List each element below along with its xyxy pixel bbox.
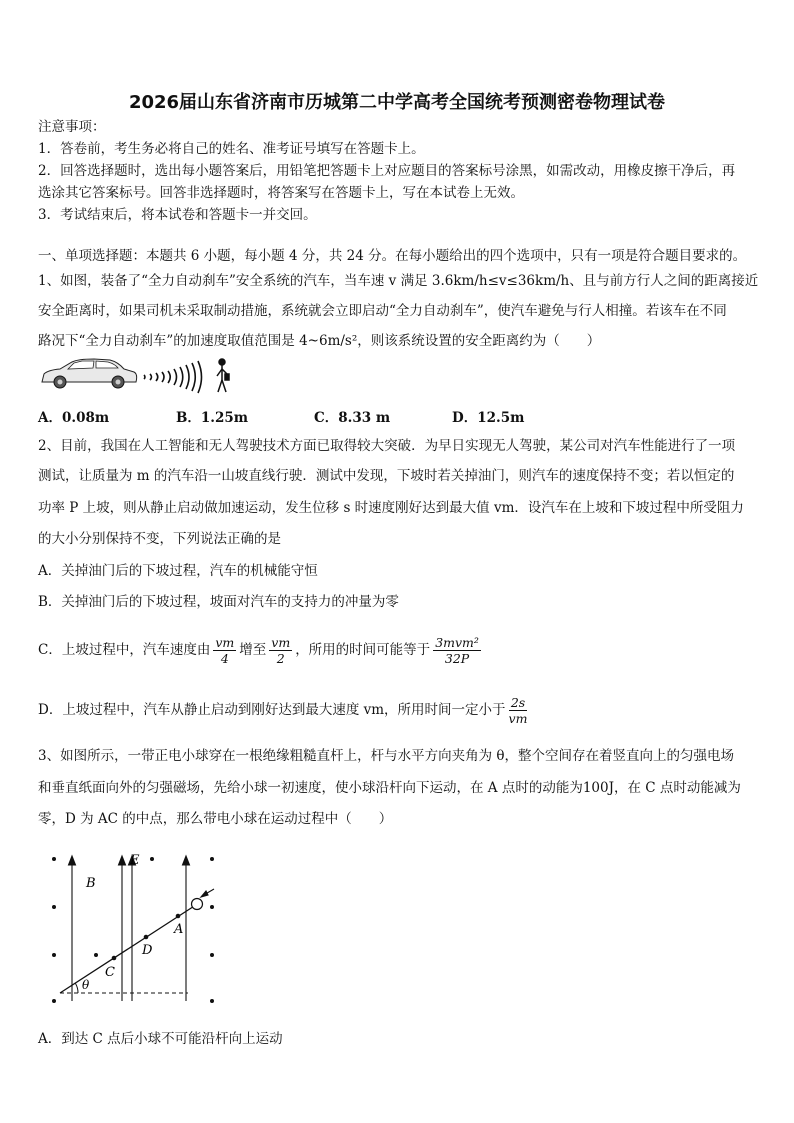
q3-text-line: 3、如图所示，一带正电小球穿在一根绝缘粗糙直杆上，杆与水平方向夹角为 θ，整个空间存在着竖直向上的匀强电场 xyxy=(38,748,735,764)
q2-option-c xyxy=(38,630,484,670)
q2-option-a: A．关掉油门后的下坡过程，汽车的机械能守恒 xyxy=(38,563,318,579)
fraction-numerator: 3mvm² xyxy=(435,635,479,650)
notice-item: 1．答卷前，考生务必将自己的姓名、准考证号填写在答题卡上。 xyxy=(38,141,425,157)
q1-option-b: B．1.25m xyxy=(176,410,249,426)
magnetic-field-dots xyxy=(52,857,214,1003)
fraction-numerator: 2s xyxy=(509,695,528,711)
charged-ball xyxy=(192,899,203,910)
q2-option-c-post: ，所用的时间可能等于 xyxy=(295,642,431,658)
angle-arc xyxy=(76,984,79,994)
q2-text-line: 2、目前，我国在人工智能和无人驾驶技术方面已取得较大突破．为早日实现无人驾驶，某公司对汽车性能进行了一项 xyxy=(38,438,736,454)
label-c: C xyxy=(105,965,115,980)
point-c xyxy=(112,956,117,961)
fraction-denominator: vm xyxy=(508,711,528,726)
notice-item: 2．回答选择题时，选出每小题答案后，用铅笔把答题卡上对应题目的答案标号涂黑，如需改动，用橡皮擦干净后，再 xyxy=(38,163,736,179)
notice-heading: 注意事项： xyxy=(38,119,106,135)
label-d: D xyxy=(142,943,153,958)
q1-option-d: D．12.5m xyxy=(452,410,525,426)
velocity-arrow-icon xyxy=(201,889,214,897)
fraction-3mvm2-over-32p xyxy=(433,635,481,666)
q2-option-c-pre: C．上坡过程中，汽车速度由 xyxy=(38,642,211,658)
q1-option-a: A．0.08m xyxy=(38,410,110,426)
q1-text-line: 1、如图，装备了“全力自动刹车”安全系统的汽车，当车速 v 满足 3.6km/h≤v≤36km/h、且与前方行人之间的距离接近 xyxy=(38,273,759,289)
label-e: E xyxy=(130,853,140,868)
q2-option-b: B．关掉油门后的下坡过程，坡面对汽车的支持力的冲量为零 xyxy=(38,594,399,610)
fraction-vm-over-2 xyxy=(269,635,292,666)
label-a: A xyxy=(174,922,184,937)
fraction-numerator: vm xyxy=(271,635,291,650)
point-d xyxy=(144,935,149,940)
q2-option-c-mid: 增至 xyxy=(239,642,267,658)
notice-item: 选涂其它答案标号。回答非选择题时，将答案写在答题卡上，写在本试卷上无效。 xyxy=(38,185,524,201)
section-heading: 一、单项选择题：本题共 6 小题，每小题 4 分，共 24 分。在每小题给出的四个选项中，只有一项是符合题目要求的。 xyxy=(38,248,747,264)
label-theta: θ xyxy=(82,978,90,992)
q3-text-line: 零，D 为 AC 的中点，那么带电小球在运动过程中（ ） xyxy=(38,811,393,827)
fraction-2s-over-vm xyxy=(509,695,528,726)
fraction-denominator: 2 xyxy=(276,651,285,666)
car-pedestrian-figure xyxy=(38,356,238,396)
q2-option-d-pre: D．上坡过程中，汽车从静止启动到刚好达到最大速度 vm，所用时间一定小于 xyxy=(38,702,506,718)
label-b: B xyxy=(86,876,96,891)
page-title: 2026届山东省济南市历城第二中学高考全国统考预测密卷物理试卷 xyxy=(128,92,666,113)
q3-text-line: 和垂直纸面向外的匀强磁场，先给小球一初速度，使小球沿杆向下运动，在 A 点时的动能为100J，在 C 点时动能减为 xyxy=(38,780,741,796)
signal-waves-icon xyxy=(144,361,202,393)
fraction-denominator: 32P xyxy=(444,651,470,666)
q1-text-line: 安全距离时，如果司机未采取制动措施，系统就会立即启动“全力自动刹车”，使汽车避免与行人相撞。若该车在不同 xyxy=(38,303,727,319)
q2-text-line: 功率 P 上坡，则从静止启动做加速运动，发生位移 s 时速度刚好达到最大值 vm．设汽车在上坡和下坡过程中所受阻力 xyxy=(38,500,744,516)
field-rod-figure xyxy=(38,845,228,1010)
q2-text-line: 的大小分别保持不变，下列说法正确的是 xyxy=(38,531,281,547)
fraction-numerator: vm xyxy=(215,635,235,650)
q2-text-line: 测试，让质量为 m 的汽车沿一山坡直线行驶．测试中发现，下坡时若关掉油门，则汽车的速度保持不变；若以恒定的 xyxy=(38,468,735,484)
q3-option-a: A．到达 C 点后小球不可能沿杆向上运动 xyxy=(38,1031,283,1047)
car-icon xyxy=(42,359,137,388)
q1-option-c: C．8.33 m xyxy=(314,410,391,426)
notice-item: 3．考试结束后，将本试卷和答题卡一并交回。 xyxy=(38,207,317,223)
pedestrian-icon xyxy=(217,359,229,392)
point-a xyxy=(176,914,181,919)
fraction-vm-over-4 xyxy=(213,635,236,666)
fraction-denominator: 4 xyxy=(220,651,229,666)
q2-option-d xyxy=(38,690,530,730)
q1-text-line: 路况下“全力自动刹车”的加速度取值范围是 4~6m/s²，则该系统设置的安全距离约为（ ） xyxy=(38,333,601,349)
